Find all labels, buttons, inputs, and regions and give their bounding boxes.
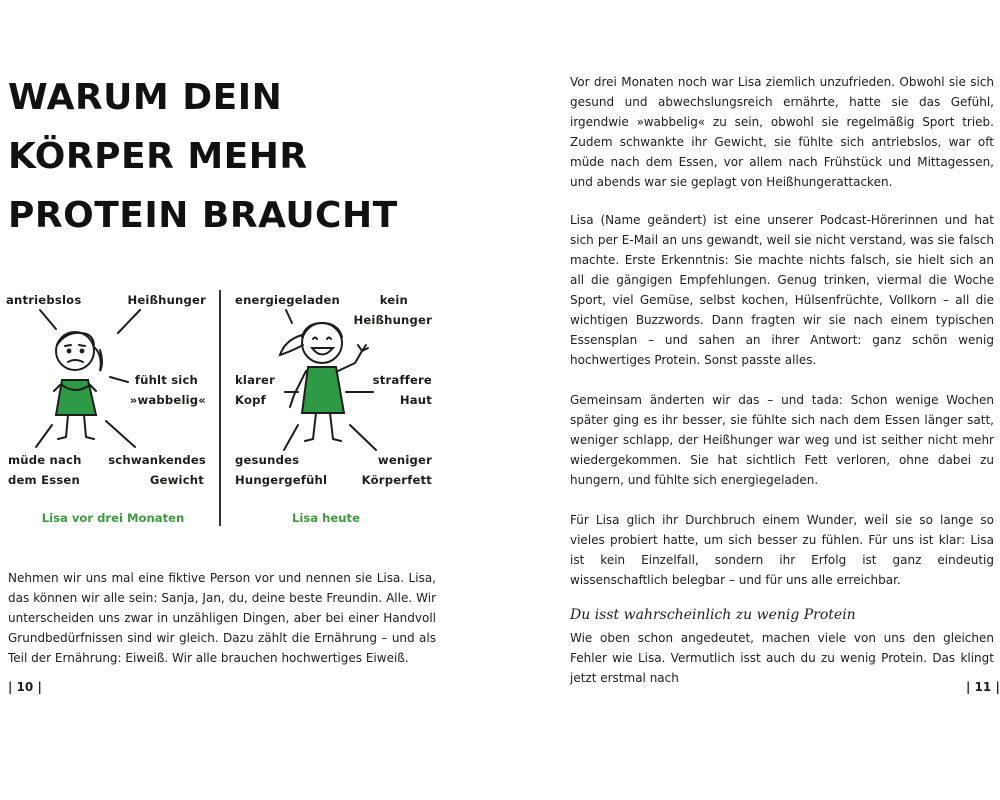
label-antriebslos: antriebslos [6, 293, 82, 307]
label-dem-essen: dem Essen [8, 473, 80, 487]
label-wabbelig: »wabbelig« [129, 393, 206, 407]
label-straffere: straffere [372, 373, 432, 387]
lisa-illustration [0, 285, 440, 535]
label-klarer: klarer [235, 373, 276, 387]
heading-line-2: KÖRPER MEHR [8, 136, 308, 177]
label-kein-heisshunger: Heißhunger [353, 313, 432, 327]
label-kein: kein [379, 293, 408, 307]
label-gewicht: Gewicht [149, 473, 204, 487]
heading-line-1: WARUM DEIN [8, 77, 283, 118]
label-weniger: weniger [377, 453, 432, 467]
label-heisshunger: Heißhunger [127, 293, 206, 307]
paragraph-3: Gemeinsam änderten wir das – und tada: Schon wenige Wochen später ging es ihr besser, sie fühlte sich nach dem Essen länger satt, weniger schlapp, der Heißhunger war weg und ist seither nicht mehr wiedergekommen. Sie hat sichtlich Fett verloren, ohne dabei zu hungern, und fühlte sich energiegeladen. [570, 393, 994, 487]
paragraph-5: Wie oben schon angedeutet, machen viele von uns den gleichen Fehler wie Lisa. Vermutlich isst auch du zu wenig Protein. Das klingt jetzt erstmal nach [570, 631, 994, 685]
label-kopf: Kopf [235, 393, 266, 407]
label-gesundes: gesundes [235, 453, 300, 467]
chapter-heading [8, 68, 428, 245]
label-haut: Haut [399, 393, 432, 407]
caption-before: Lisa vor drei Monaten [41, 511, 185, 525]
paragraph-1: Vor drei Monaten noch war Lisa ziemlich unzufrieden. Obwohl sie sich gesund und abwechslungsreich ernährte, hatte sie das Gefühl, irgendwie »wabbelig« zu sein, obwohl sie regelmäßig Sport trieb. Zudem schwankte ihr Gewicht, sie fühlte sich antriebslos, war oft müde nach dem Essen, vor allem nach Frühstück und Mittagessen, und abends war sie geplagt von Heißhungerattacken. [570, 75, 994, 189]
right-page [500, 0, 1000, 800]
label-schwankendes: schwankendes [108, 453, 206, 467]
heading-line-3: PROTEIN BRAUCHT [8, 195, 398, 236]
page-number-right: | 11 | [966, 680, 1000, 694]
label-muede-nach: müde nach [8, 453, 82, 467]
paragraph-4: Für Lisa glich ihr Durchbruch einem Wunder, weil sie so lange so vieles probiert hatte, um sich besser zu fühlen. Für uns ist klar: Lisa ist kein Einzelfall, sondern ihr Erfolg ist ganz eindeutig wissenschaftlich belegbar – und für uns alle erreichbar. [570, 513, 994, 587]
paragraph-2: Lisa (Name geändert) ist eine unserer Podcast-Hörerinnen und hat sich per E-Mail an uns gewandt, weil sie nicht verstand, was sie falsch machte. Erste Erkenntnis: Sie machte nichts falsch, sie hielt sich an all die gängigen Empfehlungen. Genug trinken, viermal die Woche Sport, viel Gemüse, selbst kochen, Hülsenfrüchte, Vollkorn – all die wichtigen Buzzwords. Dann fragten wir sie nach einem typischen Essensplan – und sahen an ihrer Antwort: ganz schön wenig hochwertiges Protein. Sonst passte alles. [570, 213, 994, 367]
illustration-divider [219, 290, 221, 526]
page-number-left: | 10 | [8, 680, 42, 694]
label-energiegeladen: energiegeladen [235, 293, 341, 307]
caption-after: Lisa heute [292, 511, 360, 525]
left-paragraph: Nehmen wir uns mal eine fiktive Person vor und nennen sie Lisa. Lisa, das können wir alle sein: Sanja, Jan, du, deine beste Freundin. Alle. Wir unterscheiden uns zwar in unzähligen Dingen, aber bei einer Handvoll Grundbedürfnissen sind wir gleich. Dazu zählt die Ernährung – und als Teil der Ernährung: Eiweiß. Wir alle brauchen hochwertiges Eiweiß. [8, 571, 436, 665]
section-subheading: Du isst wahrscheinlich zu wenig Protein [570, 607, 856, 623]
label-fuehlt-sich: fühlt sich [134, 373, 198, 387]
label-hungergefuehl: Hungergefühl [235, 473, 328, 487]
label-koerperfett: Körperfett [361, 473, 432, 487]
